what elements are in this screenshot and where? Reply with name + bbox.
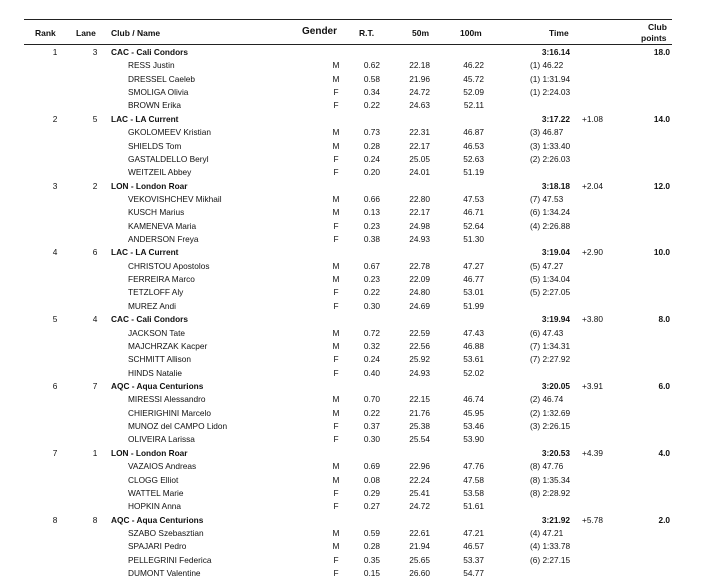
team-rank: 6 <box>52 380 58 391</box>
swimmer-name: SZABO Szebasztian <box>128 527 204 538</box>
swimmer-name: FERREIRA Marco <box>128 274 195 285</box>
swimmer-split-50m: 22.96 <box>409 461 430 472</box>
swimmer-row <box>0 340 721 353</box>
team-behind: +2.04 <box>582 180 603 191</box>
swimmer-split-50m: 22.15 <box>409 394 430 405</box>
swimmer-split-100m: 53.61 <box>463 354 484 365</box>
header-top-rule <box>24 19 672 20</box>
swimmer-gender: M <box>332 140 340 151</box>
swimmer-row <box>0 540 721 553</box>
swimmer-gender: F <box>333 167 339 178</box>
swimmer-split-100m: 46.53 <box>463 140 484 151</box>
team-points: 14.0 <box>653 113 670 124</box>
swimmer-gender: M <box>332 527 340 538</box>
swimmer-cumulative-split: (5) 47.27 <box>530 260 564 271</box>
swimmer-cumulative-split: (7) 2:27.92 <box>530 354 571 365</box>
swimmer-gender: M <box>332 407 340 418</box>
swimmer-split-50m: 22.61 <box>409 527 430 538</box>
swimmer-reaction-time: 0.23 <box>363 274 380 285</box>
swimmer-split-50m: 26.60 <box>409 568 430 579</box>
swimmer-split-100m: 46.22 <box>463 60 484 71</box>
swimmer-reaction-time: 0.23 <box>363 220 380 231</box>
header-100m: 100m <box>460 28 482 38</box>
swimmer-split-50m: 24.72 <box>409 87 430 98</box>
swimmer-reaction-time: 0.58 <box>363 73 380 84</box>
header-gender: Gender <box>302 26 338 37</box>
swimmer-reaction-time: 0.35 <box>363 554 380 565</box>
swimmer-split-50m: 22.09 <box>409 274 430 285</box>
swimmer-cumulative-split: (4) 47.21 <box>530 527 564 538</box>
swimmer-split-100m: 52.64 <box>463 220 484 231</box>
swimmer-reaction-time: 0.13 <box>363 207 380 218</box>
team-lane: 2 <box>92 180 98 191</box>
swimmer-reaction-time: 0.30 <box>363 434 380 445</box>
results-table <box>0 46 721 580</box>
swimmer-row <box>0 393 721 406</box>
swimmer-row <box>0 554 721 567</box>
swimmer-cumulative-split: (8) 1:35.34 <box>530 474 571 485</box>
team-rank: 2 <box>52 113 58 124</box>
team-points: 18.0 <box>653 47 670 57</box>
swimmer-gender: M <box>332 340 340 351</box>
team-row <box>0 246 721 259</box>
swimmer-split-50m: 24.63 <box>409 100 430 111</box>
team-rank: 8 <box>52 514 58 525</box>
team-time: 3:18.18 <box>541 180 570 191</box>
swimmer-reaction-time: 0.62 <box>363 60 380 71</box>
swimmer-gender: F <box>333 153 339 164</box>
swimmer-split-100m: 46.57 <box>463 541 484 552</box>
team-behind: +4.39 <box>582 447 603 458</box>
swimmer-row <box>0 273 721 286</box>
swimmer-split-50m: 22.17 <box>409 207 430 218</box>
team-rank: 5 <box>52 314 58 325</box>
swimmer-cumulative-split: (5) 2:27.05 <box>530 287 571 298</box>
swimmer-name: CHRISTOU Apostolos <box>128 260 210 271</box>
team-time: 3:19.04 <box>541 247 570 258</box>
swimmer-name: PELLEGRINI Federica <box>128 554 212 565</box>
team-points: 2.0 <box>658 514 670 525</box>
swimmer-row <box>0 220 721 233</box>
swimmer-split-100m: 53.58 <box>463 487 484 498</box>
swimmer-row <box>0 260 721 273</box>
swimmer-row <box>0 460 721 473</box>
swimmer-split-100m: 45.72 <box>463 73 484 84</box>
swimmer-cumulative-split: (7) 47.53 <box>530 193 564 204</box>
team-club: AQC - Aqua Centurions <box>111 514 204 525</box>
swimmer-split-50m: 25.38 <box>409 421 430 432</box>
swimmer-split-50m: 25.65 <box>409 554 430 565</box>
team-points: 10.0 <box>653 247 670 258</box>
swimmer-row <box>0 193 721 206</box>
swimmer-split-100m: 47.58 <box>463 474 484 485</box>
swimmer-reaction-time: 0.72 <box>363 327 380 338</box>
swimmer-gender: F <box>333 354 339 365</box>
team-lane: 4 <box>92 314 98 325</box>
swimmer-split-100m: 47.27 <box>463 260 484 271</box>
team-club: LAC - LA Current <box>111 247 179 258</box>
swimmer-name: SMOLIGA Olivia <box>128 87 189 98</box>
swimmer-name: MUNOZ del CAMPO Lidon <box>128 421 228 432</box>
team-points: 4.0 <box>658 447 670 458</box>
swimmer-row <box>0 487 721 500</box>
swimmer-name: HOPKIN Anna <box>128 501 182 512</box>
swimmer-row <box>0 300 721 313</box>
swimmer-name: KUSCH Marius <box>128 207 185 218</box>
swimmer-row <box>0 527 721 540</box>
swimmer-name: DUMONT Valentine <box>128 568 201 579</box>
swimmer-row <box>0 420 721 433</box>
header-bottom-rule <box>24 44 672 45</box>
swimmer-cumulative-split: (3) 2:26.15 <box>530 421 571 432</box>
header-time: Time <box>549 28 569 38</box>
swimmer-gender: F <box>333 487 339 498</box>
header-club: Club / Name <box>111 28 161 38</box>
team-rank: 3 <box>52 180 58 191</box>
swimmer-reaction-time: 0.38 <box>363 234 380 245</box>
swimmer-row <box>0 73 721 86</box>
swimmer-row <box>0 86 721 99</box>
swimmer-split-100m: 53.90 <box>463 434 484 445</box>
swimmer-reaction-time: 0.28 <box>363 541 380 552</box>
team-club: AQC - Aqua Centurions <box>111 380 204 391</box>
swimmer-split-50m: 22.59 <box>409 327 430 338</box>
header-rank: Rank <box>35 28 56 38</box>
team-lane: 8 <box>92 514 98 525</box>
team-row <box>0 447 721 460</box>
swimmer-name: GKOLOMEEV Kristian <box>128 127 211 138</box>
team-lane: 3 <box>92 47 98 57</box>
team-lane: 7 <box>92 380 98 391</box>
swimmer-name: ANDERSON Freya <box>128 234 199 245</box>
swimmer-gender: F <box>333 367 339 378</box>
swimmer-reaction-time: 0.73 <box>363 127 380 138</box>
team-row <box>0 46 721 59</box>
swimmer-split-50m: 21.76 <box>409 407 430 418</box>
swimmer-name: MAJCHRZAK Kacper <box>128 340 208 351</box>
swimmer-cumulative-split: (8) 2:28.92 <box>530 487 571 498</box>
swimmer-reaction-time: 0.20 <box>363 167 380 178</box>
swimmer-reaction-time: 0.15 <box>363 568 380 579</box>
team-lane: 5 <box>92 113 98 124</box>
swimmer-row <box>0 353 721 366</box>
swimmer-gender: F <box>333 300 339 311</box>
swimmer-gender: M <box>332 60 340 71</box>
swimmer-name: BROWN Erika <box>128 100 182 111</box>
swimmer-reaction-time: 0.08 <box>363 474 380 485</box>
team-club: CAC - Cali Condors <box>111 314 188 325</box>
swimmer-gender: F <box>333 501 339 512</box>
swimmer-name: VAZAIOS Andreas <box>128 461 197 472</box>
team-lane: 6 <box>92 247 98 258</box>
team-club: LON - London Roar <box>111 180 188 191</box>
swimmer-split-100m: 53.37 <box>463 554 484 565</box>
swimmer-reaction-time: 0.28 <box>363 140 380 151</box>
swimmer-gender: M <box>332 73 340 84</box>
swimmer-name: HINDS Natalie <box>128 367 182 378</box>
swimmer-reaction-time: 0.30 <box>363 300 380 311</box>
swimmer-split-100m: 51.61 <box>463 501 484 512</box>
swimmer-split-50m: 22.17 <box>409 140 430 151</box>
swimmer-row <box>0 59 721 72</box>
swimmer-split-50m: 22.18 <box>409 60 430 71</box>
swimmer-split-50m: 24.93 <box>409 367 430 378</box>
swimmer-cumulative-split: (2) 2:26.03 <box>530 153 571 164</box>
swimmer-name: KAMENEVA Maria <box>128 220 197 231</box>
results-header <box>0 0 721 46</box>
swimmer-gender: F <box>333 421 339 432</box>
swimmer-split-100m: 47.43 <box>463 327 484 338</box>
team-time: 3:20.53 <box>541 447 570 458</box>
swimmer-split-50m: 24.69 <box>409 300 430 311</box>
swimmer-row <box>0 206 721 219</box>
swimmer-cumulative-split: (6) 1:34.24 <box>530 207 571 218</box>
swimmer-split-100m: 54.77 <box>463 568 484 579</box>
swimmer-split-100m: 51.19 <box>463 167 484 178</box>
swimmer-cumulative-split: (1) 2:24.03 <box>530 87 571 98</box>
swimmer-split-100m: 46.71 <box>463 207 484 218</box>
swimmer-split-50m: 24.01 <box>409 167 430 178</box>
swimmer-split-50m: 24.72 <box>409 501 430 512</box>
swimmer-name: DRESSEL Caeleb <box>128 73 196 84</box>
swimmer-split-50m: 25.41 <box>409 487 430 498</box>
swimmer-name: SPAJARI Pedro <box>128 541 187 552</box>
swimmer-split-50m: 24.80 <box>409 287 430 298</box>
swimmer-row <box>0 367 721 380</box>
team-row <box>0 180 721 193</box>
swimmer-name: CLOGG Elliot <box>128 474 179 485</box>
swimmer-cumulative-split: (5) 1:34.04 <box>530 274 571 285</box>
swimmer-row <box>0 433 721 446</box>
swimmer-cumulative-split: (3) 46.87 <box>530 127 564 138</box>
swimmer-split-50m: 25.05 <box>409 153 430 164</box>
swimmer-reaction-time: 0.32 <box>363 340 380 351</box>
swimmer-row <box>0 140 721 153</box>
swimmer-split-50m: 25.92 <box>409 354 430 365</box>
swimmer-reaction-time: 0.22 <box>363 407 380 418</box>
swimmer-gender: F <box>333 100 339 111</box>
team-points: 6.0 <box>658 380 670 391</box>
swimmer-split-100m: 46.77 <box>463 274 484 285</box>
team-time: 3:16.14 <box>541 47 570 57</box>
header-lane: Lane <box>76 28 96 38</box>
swimmer-cumulative-split: (6) 2:27.15 <box>530 554 571 565</box>
swimmer-split-50m: 24.98 <box>409 220 430 231</box>
swimmer-reaction-time: 0.69 <box>363 461 380 472</box>
swimmer-gender: F <box>333 554 339 565</box>
swimmer-split-50m: 24.93 <box>409 234 430 245</box>
swimmer-split-100m: 47.21 <box>463 527 484 538</box>
team-time: 3:19.94 <box>541 314 570 325</box>
swimmer-name: JACKSON Tate <box>128 327 186 338</box>
swimmer-gender: M <box>332 127 340 138</box>
swimmer-gender: F <box>333 287 339 298</box>
swimmer-name: WEITZEIL Abbey <box>128 167 192 178</box>
swimmer-gender: M <box>332 541 340 552</box>
swimmer-row <box>0 474 721 487</box>
swimmer-name: TETZLOFF Aly <box>128 287 184 298</box>
swimmer-reaction-time: 0.29 <box>363 487 380 498</box>
swimmer-split-100m: 47.76 <box>463 461 484 472</box>
team-points: 8.0 <box>658 314 670 325</box>
team-row <box>0 313 721 326</box>
swimmer-gender: M <box>332 274 340 285</box>
swimmer-reaction-time: 0.59 <box>363 527 380 538</box>
swimmer-name: GASTALDELLO Beryl <box>128 153 209 164</box>
team-club: LAC - LA Current <box>111 113 179 124</box>
swimmer-split-50m: 22.31 <box>409 127 430 138</box>
team-row <box>0 514 721 527</box>
swimmer-row <box>0 567 721 580</box>
swimmer-row <box>0 407 721 420</box>
header-rt: R.T. <box>359 28 375 38</box>
swimmer-split-50m: 22.78 <box>409 260 430 271</box>
team-club: LON - London Roar <box>111 447 188 458</box>
swimmer-reaction-time: 0.70 <box>363 394 380 405</box>
swimmer-reaction-time: 0.37 <box>363 421 380 432</box>
swimmer-split-100m: 53.01 <box>463 287 484 298</box>
swimmer-gender: M <box>332 327 340 338</box>
team-time: 3:20.05 <box>541 380 570 391</box>
swimmer-reaction-time: 0.22 <box>363 287 380 298</box>
swimmer-reaction-time: 0.67 <box>363 260 380 271</box>
swimmer-name: MUREZ Andi <box>128 300 176 311</box>
swimmer-row <box>0 99 721 112</box>
swimmer-split-50m: 21.94 <box>409 541 430 552</box>
swimmer-reaction-time: 0.24 <box>363 354 380 365</box>
swimmer-cumulative-split: (2) 1:32.69 <box>530 407 571 418</box>
swimmer-name: SHIELDS Tom <box>128 140 182 151</box>
swimmer-name: WATTEL Marie <box>128 487 184 498</box>
swimmer-row <box>0 286 721 299</box>
team-behind: +5.78 <box>582 514 603 525</box>
swimmer-gender: F <box>333 434 339 445</box>
swimmer-split-100m: 52.63 <box>463 153 484 164</box>
header-50m: 50m <box>412 28 430 38</box>
swimmer-split-100m: 52.09 <box>463 87 484 98</box>
team-club: CAC - Cali Condors <box>111 47 188 57</box>
team-lane: 1 <box>92 447 98 458</box>
team-behind: +3.91 <box>582 380 603 391</box>
swimmer-split-100m: 51.99 <box>463 300 484 311</box>
swimmer-row <box>0 500 721 513</box>
swimmer-cumulative-split: (2) 46.74 <box>530 394 564 405</box>
swimmer-split-50m: 22.56 <box>409 340 430 351</box>
swimmer-gender: M <box>332 193 340 204</box>
swimmer-name: CHIERIGHINI Marcelo <box>128 407 211 418</box>
swimmer-gender: M <box>332 461 340 472</box>
team-behind: +1.08 <box>582 113 603 124</box>
team-time: 3:17.22 <box>541 113 570 124</box>
swimmer-cumulative-split: (4) 2:26.88 <box>530 220 571 231</box>
swimmer-cumulative-split: (3) 1:33.40 <box>530 140 571 151</box>
swimmer-row <box>0 166 721 179</box>
swimmer-gender: M <box>332 394 340 405</box>
swimmer-split-50m: 21.96 <box>409 73 430 84</box>
swimmer-row <box>0 327 721 340</box>
swimmer-cumulative-split: (1) 1:31.94 <box>530 73 571 84</box>
swimmer-split-50m: 22.24 <box>409 474 430 485</box>
swimmer-gender: M <box>332 474 340 485</box>
swimmer-gender: F <box>333 568 339 579</box>
swimmer-cumulative-split: (6) 47.43 <box>530 327 564 338</box>
team-behind: +2.90 <box>582 247 603 258</box>
team-points: 12.0 <box>653 180 670 191</box>
swimmer-cumulative-split: (7) 1:34.31 <box>530 340 571 351</box>
swimmer-row <box>0 233 721 246</box>
swimmer-split-100m: 53.46 <box>463 421 484 432</box>
swimmer-gender: M <box>332 207 340 218</box>
swimmer-name: SCHMITT Allison <box>128 354 192 365</box>
team-rank: 7 <box>52 447 58 458</box>
header-points-line2: points <box>641 33 667 43</box>
swimmer-name: VEKOVISHCHEV Mikhail <box>128 193 222 204</box>
swimmer-reaction-time: 0.22 <box>363 100 380 111</box>
team-row <box>0 380 721 393</box>
swimmer-gender: F <box>333 87 339 98</box>
swimmer-reaction-time: 0.34 <box>363 87 380 98</box>
swimmer-cumulative-split: (1) 46.22 <box>530 60 564 71</box>
swimmer-split-50m: 25.54 <box>409 434 430 445</box>
swimmer-split-50m: 22.80 <box>409 193 430 204</box>
swimmer-split-100m: 46.88 <box>463 340 484 351</box>
swimmer-split-100m: 46.87 <box>463 127 484 138</box>
swimmer-name: OLIVEIRA Larissa <box>128 434 195 445</box>
swimmer-row <box>0 126 721 139</box>
swimmer-row <box>0 153 721 166</box>
header-points-line1: Club <box>648 22 667 32</box>
swimmer-split-100m: 52.11 <box>463 100 484 111</box>
swimmer-reaction-time: 0.40 <box>363 367 380 378</box>
team-behind: +3.80 <box>582 314 603 325</box>
swimmer-cumulative-split: (4) 1:33.78 <box>530 541 571 552</box>
swimmer-split-100m: 45.95 <box>463 407 484 418</box>
swimmer-split-100m: 47.53 <box>463 193 484 204</box>
swimmer-name: MIRESSI Alessandro <box>128 394 206 405</box>
team-rank: 4 <box>52 247 58 258</box>
swimmer-reaction-time: 0.66 <box>363 193 380 204</box>
team-rank: 1 <box>52 47 58 57</box>
swimmer-split-100m: 46.74 <box>463 394 484 405</box>
swimmer-name: RESS Justin <box>128 60 175 71</box>
swimmer-reaction-time: 0.27 <box>363 501 380 512</box>
swimmer-reaction-time: 0.24 <box>363 153 380 164</box>
swimmer-gender: F <box>333 234 339 245</box>
swimmer-split-100m: 52.02 <box>463 367 484 378</box>
team-time: 3:21.92 <box>541 514 570 525</box>
swimmer-gender: M <box>332 260 340 271</box>
swimmer-split-100m: 51.30 <box>463 234 484 245</box>
swimmer-gender: F <box>333 220 339 231</box>
team-row <box>0 113 721 126</box>
swimmer-cumulative-split: (8) 47.76 <box>530 461 564 472</box>
